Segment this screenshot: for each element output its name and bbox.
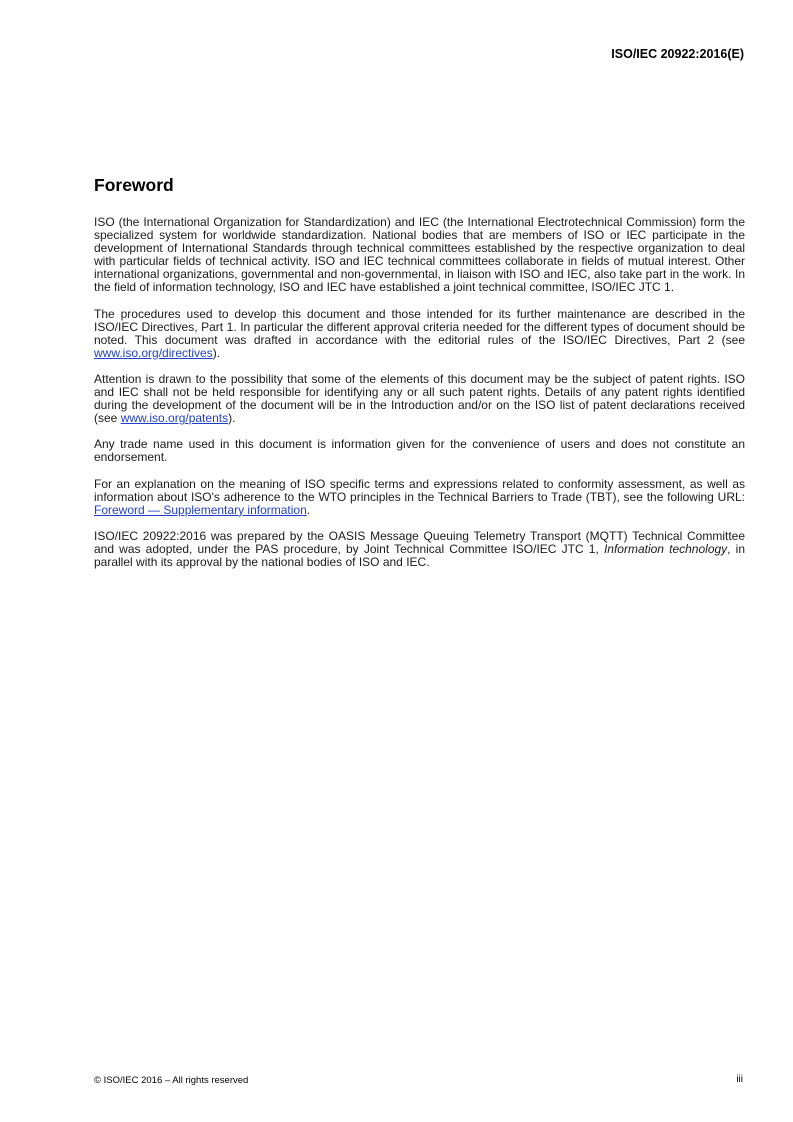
copyright-notice: © ISO/IEC 2016 – All rights reserved <box>94 1075 249 1086</box>
paragraph-text: For an explanation on the meaning of ISO specific terms and expressions related to conformity assessment, as well as information about ISO's adherence to the WTO principles in the Technical Barriers to Trade (TBT), see the following URL: <box>94 476 745 504</box>
directives-link[interactable]: www.iso.org/directives <box>94 345 213 360</box>
paragraph-patents <box>94 373 745 425</box>
paragraph-text: The procedures used to develop this document and those intended for its further maintenance are described in the ISO/IEC Directives, Part 1. In particular the different approval criteria needed for the different types of document should be noted. This document was drafted in accordance with the editorial rules of the ISO/IEC Directives, Part 2 (see <box>94 306 745 347</box>
page-number: iii <box>736 1074 743 1085</box>
paragraph-organizations: ISO (the International Organization for Standardization) and IEC (the International Electrotechnical Commission) form the specialized system for worldwide standardization. National bodies that are members of ISO or IEC participate in the development of International Standards through technical committees established by the respective organization to deal with particular fields of technical activity. ISO and IEC technical committees collaborate in fields of mutual interest. Other international organizations, governmental and non-governmental, in liaison with ISO and IEC, also take part in the work. In the field of information technology, ISO and IEC have established a joint technical committee, ISO/IEC JTC 1. <box>94 215 745 295</box>
paragraph-trade-name: Any trade name used in this document is information given for the convenience of users and does not constitute an endorsement. <box>94 437 745 465</box>
paragraph-text: ). <box>212 345 221 360</box>
supplementary-info-link[interactable]: Foreword — Supplementary information <box>94 502 307 517</box>
paragraph-italic-text: Information technology <box>603 541 728 556</box>
paragraph-text: ). <box>228 411 236 426</box>
paragraph-text: Attention is drawn to the possibility that some of the elements of this document may be the subject of patent rights. ISO and IEC shall not be held responsible for identifying any or all such patent rights. Details of any patent rights identified during the development of the document will be in the Introduction and/or on the ISO list of patent declarations received (see <box>94 371 745 426</box>
page-title: Foreword <box>94 175 174 195</box>
foreword-body <box>94 216 745 582</box>
paragraph-text: , in parallel with its approval by the national bodies of ISO and IEC. <box>94 541 745 569</box>
paragraph-preparation <box>94 530 745 569</box>
paragraph-procedures <box>94 308 745 360</box>
paragraph-text: . <box>306 502 311 517</box>
paragraph-conformity <box>94 478 745 517</box>
document-id: ISO/IEC 20922:2016(E) <box>611 47 744 61</box>
paragraph-text: ISO/IEC 20922:2016 was prepared by the OASIS Message Queuing Telemetry Transport (MQTT) Technical Committee and was adopted, under the PAS procedure, by Joint Technical Committee ISO/IEC JTC 1, <box>94 528 745 556</box>
patents-link[interactable]: www.iso.org/patents <box>120 411 229 426</box>
